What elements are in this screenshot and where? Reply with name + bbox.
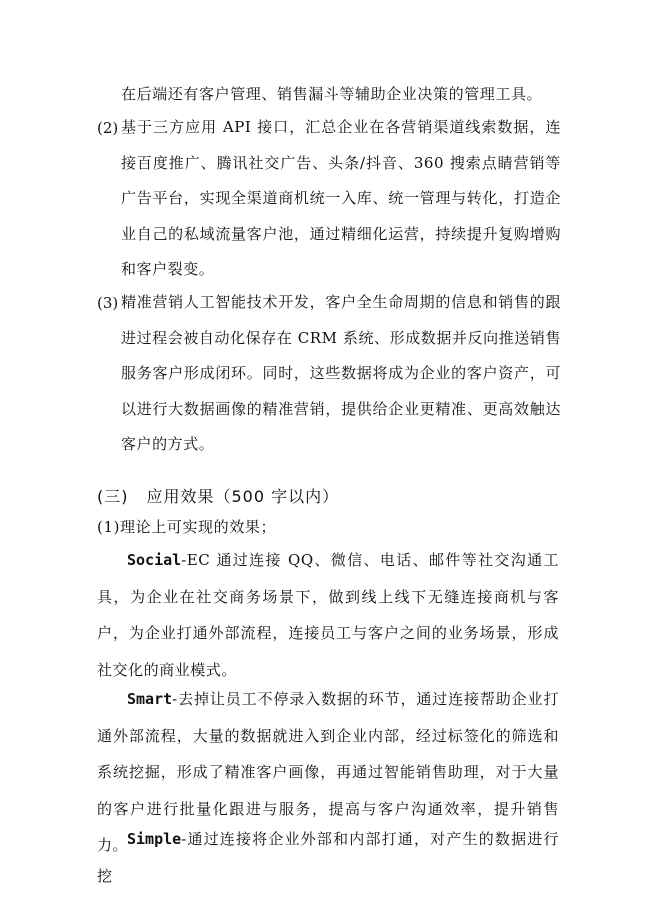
section-title: 应用效果（500 字以内） [146,487,340,506]
continuation-line: 在后端还有客户管理、销售漏斗等辅助企业决策的管理工具。 [121,85,543,103]
section-heading [97,487,339,507]
list-item-text: 基于三方应用 API 接口，汇总企业在各营销渠道线索数据，连接百度推广、腾讯社交广告、头条/抖音、360 搜索点睛营销等广告平台，实现全渠道商机统一入库、统一管理与转化，打造企业自己的私域流量客户池，通过精细化运营，持续提升复购增购和客户裂变。 [121,118,561,278]
term-simple: Simple [127,830,182,848]
list-item-number: (3) [97,294,119,312]
list-item-text: 精准营销人工智能技术开发，客户全生命周期的信息和销售的跟进过程会被自动化保存在 CRM 系统、形成数据并反向推送销售服务客户形成闭环。同时，这些数据将成为企业的客户资产，可以进行大数据画像的精准营销，提供给企业更精准、更高效触达客户的方式。 [121,293,561,453]
paragraph-simple [97,821,559,894]
term-social: Social [127,551,182,569]
paragraph-text: -EC 通过连接 QQ、微信、电话、邮件等社交沟通工具，为企业在社交商务场景下，做到线上线下无缝连接商机与客户，为企业打通外部流程，连接员工与客户之间的业务场景，形成社交化的商业模式。 [97,551,559,679]
term-smart: Smart [127,690,173,708]
paragraph-text: -通过连接将企业外部和内部打通，对产生的数据进行挖 [97,830,559,885]
paragraph-social [97,542,559,688]
paragraph-text: -去掉让员工不停录入数据的环节，通过连接帮助企业打通外部流程，大量的数据就进入到企业内部，经过标签化的筛选和系统挖掘，形成了精准客户画像，再通过智能销售助理，对于大量的客户进行批量化跟进与服务，提高与客户沟通效率，提升销售力。 [97,690,559,854]
section-number: (三) [97,487,129,506]
sub-heading: (1)理论上可实现的效果； [97,518,277,536]
list-item-number: (2) [97,119,119,137]
